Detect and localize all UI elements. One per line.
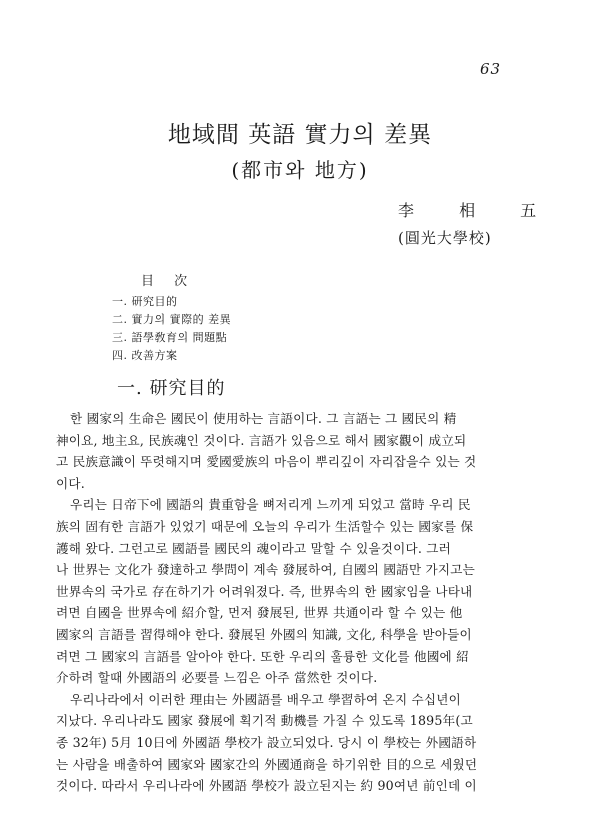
text-line: 지났다. 우리나라도 國家 發展에 획기적 動機를 가질 수 있도록 1895年(고 bbox=[56, 713, 473, 729]
text-line: 우리는 日帝下에 國語의 貴重함을 뼈저리게 느끼게 되었고 當時 우리 民 bbox=[70, 497, 471, 513]
toc-item: 一. 研究目的 bbox=[112, 295, 178, 308]
table-of-contents bbox=[112, 293, 231, 365]
text-line: 介하려 할때 外國語의 必要를 느낌은 아주 當然한 것이다. bbox=[56, 670, 378, 686]
text-line: 族의 固有한 言語가 있었기 때문에 오늘의 우리가 生活할수 있는 國家를 保 bbox=[56, 518, 474, 534]
text-line: 神이요, 地主요, 民族魂인 것이다. 言語가 있음으로 해서 國家觀이 成立되 bbox=[56, 432, 467, 448]
section-heading: 一. 研究目的 bbox=[117, 378, 226, 399]
page-number: 63 bbox=[480, 60, 502, 78]
table-of-contents-heading: 目 次 bbox=[141, 274, 196, 289]
author-affiliation: (圓光大學校) bbox=[398, 229, 492, 247]
text-line: 이다. bbox=[56, 475, 85, 491]
text-line: 것이다. 따라서 우리나라에 外國語 學校가 設立된지는 約 90여년 前인데 이 bbox=[56, 778, 477, 794]
text-line: 는 사람을 배출하여 國家와 國家간의 外國通商을 하기위한 目的으로 세웠던 bbox=[56, 756, 478, 772]
text-line: 려면 自國을 世界속에 紹介할, 먼저 發展된, 世界 共通이라 할 수 있는 他 bbox=[56, 605, 463, 621]
body-text bbox=[56, 408, 546, 797]
text-line: 한 國家의 生命은 國民이 使用하는 言語이다. 그 言語는 그 國民의 精 bbox=[70, 411, 457, 426]
text-line: 우리나라에서 이러한 理由는 外國語를 배우고 學習하여 온지 수십년이 bbox=[70, 691, 462, 707]
paragraph-1 bbox=[56, 408, 546, 494]
toc-item: 四. 改善方案 bbox=[112, 349, 178, 362]
text-line: 종 32年) 5月 10日에 外國語 學校가 設立되었다. 당시 이 學校는 外國語하 bbox=[56, 734, 477, 750]
paragraph-3 bbox=[56, 689, 546, 797]
author-name: 李 相 五 bbox=[398, 201, 557, 220]
text-line: 護해 왔다. 그런고로 國語를 國民의 魂이라고 말할 수 있을것이다. 그러 bbox=[56, 540, 452, 556]
toc-item: 二. 實力의 實際的 差異 bbox=[112, 313, 232, 326]
paper-subtitle: (都市와 地方) bbox=[231, 158, 369, 182]
paper-title: 地域間 英語 實力의 差異 bbox=[167, 122, 433, 148]
toc-item: 三. 語學敎育의 問題點 bbox=[112, 331, 228, 344]
text-line: 國家의 言語를 習得해야 한다. 發展된 外國의 知識, 文化, 科學을 받아들이 bbox=[56, 626, 472, 642]
text-line: 世界속의 국가로 存在하기가 어려워졌다. 즉, 世界속의 한 國家임을 나타내 bbox=[56, 583, 473, 599]
paragraph-2 bbox=[56, 494, 546, 688]
text-line: 고 民族意識이 뚜렷해지며 愛國愛族의 마음이 뿌리깊이 자리잡을수 있는 것 bbox=[56, 454, 477, 470]
text-line: 려면 그 國家의 言語를 알아야 한다. 또한 우리의 훌륭한 文化를 他國에 紹 bbox=[56, 648, 469, 664]
text-line: 나 世界는 文化가 發達하고 學問이 계속 發展하여, 自國의 國語만 가지고는 bbox=[56, 562, 475, 578]
